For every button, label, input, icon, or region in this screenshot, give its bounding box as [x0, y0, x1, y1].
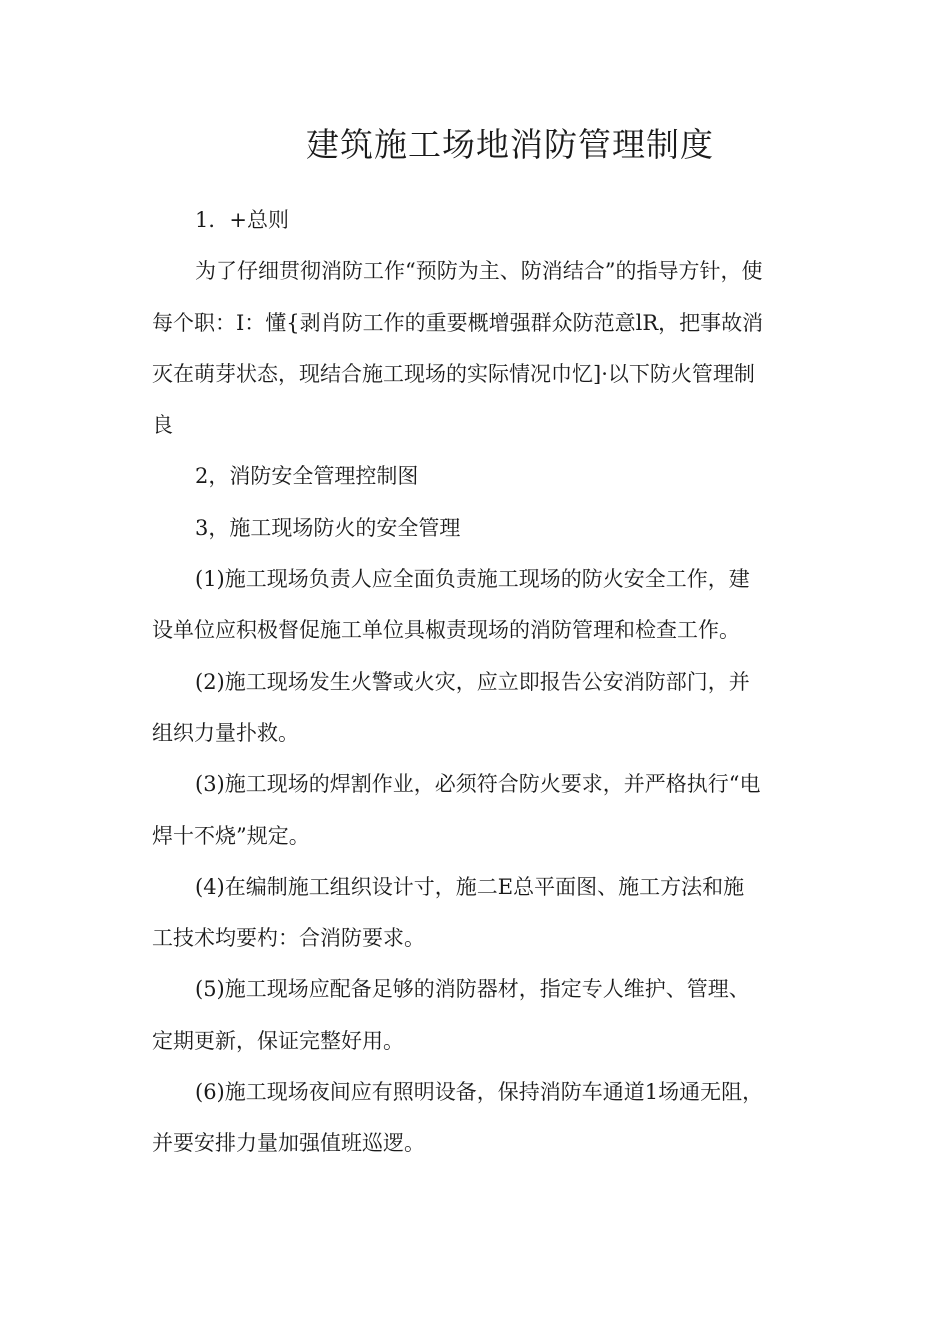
paragraph-line: 定期更新，保证完整好用。	[152, 1028, 404, 1053]
section-heading-fire-safety: 3，施工现场防火的安全管理	[195, 515, 461, 540]
paragraph-line: 并要安排力量加强值班巡逻。	[152, 1131, 425, 1156]
paragraph-line: (4)在编制施工组织设计寸，施二E总平面图、施工方法和施	[195, 874, 745, 899]
paragraph-line: (1)施工现场负责人应全面负责施工现场的防火安全工作，建	[195, 567, 750, 592]
paragraph-line: 焊十不烧”规定。	[152, 823, 310, 848]
section-heading-general: 1．+总则	[195, 208, 289, 232]
paragraph-line: (2)施工现场发生火警或火灾，应立即报告公安消防部门，并	[195, 669, 750, 694]
paragraph-line: 组织力量扑救。	[152, 720, 299, 745]
paragraph-line: 为了仔细贯彻消防工作“预防为主、防消结合”的指导方针，使	[195, 259, 763, 284]
paragraph-line: (3)施工现场的焊割作业，必须符合防火要求，并严格执行“电	[195, 772, 761, 797]
paragraph-line: 每个职：I：懂{剥肖防工作的重要概增强群众防范意lR，把事故消	[152, 310, 764, 335]
paragraph-line: 工技术均要杓：合消防要求。	[152, 926, 425, 951]
paragraph-line: 设单位应积极督促施工单位具椒责现场的消防管理和检查工作。	[152, 618, 740, 643]
paragraph-line: (6)施工现场夜间应有照明设备，保持消防车通道1场通无阻，	[195, 1080, 764, 1105]
paragraph-line: (5)施工现场应配备足够的消防器材，指定专人维护、管理、	[195, 977, 750, 1002]
section-heading-control-chart: 2，消防安全管理控制图	[195, 464, 419, 489]
paragraph-line: 良	[152, 413, 173, 438]
paragraph-line: 灭在萌芽状态，现结合施工现场的实际情况巾忆]·以下防火管理制	[152, 361, 755, 386]
document-body	[152, 195, 802, 1170]
document-title: 建筑施工场地消防管理制度	[306, 125, 714, 164]
